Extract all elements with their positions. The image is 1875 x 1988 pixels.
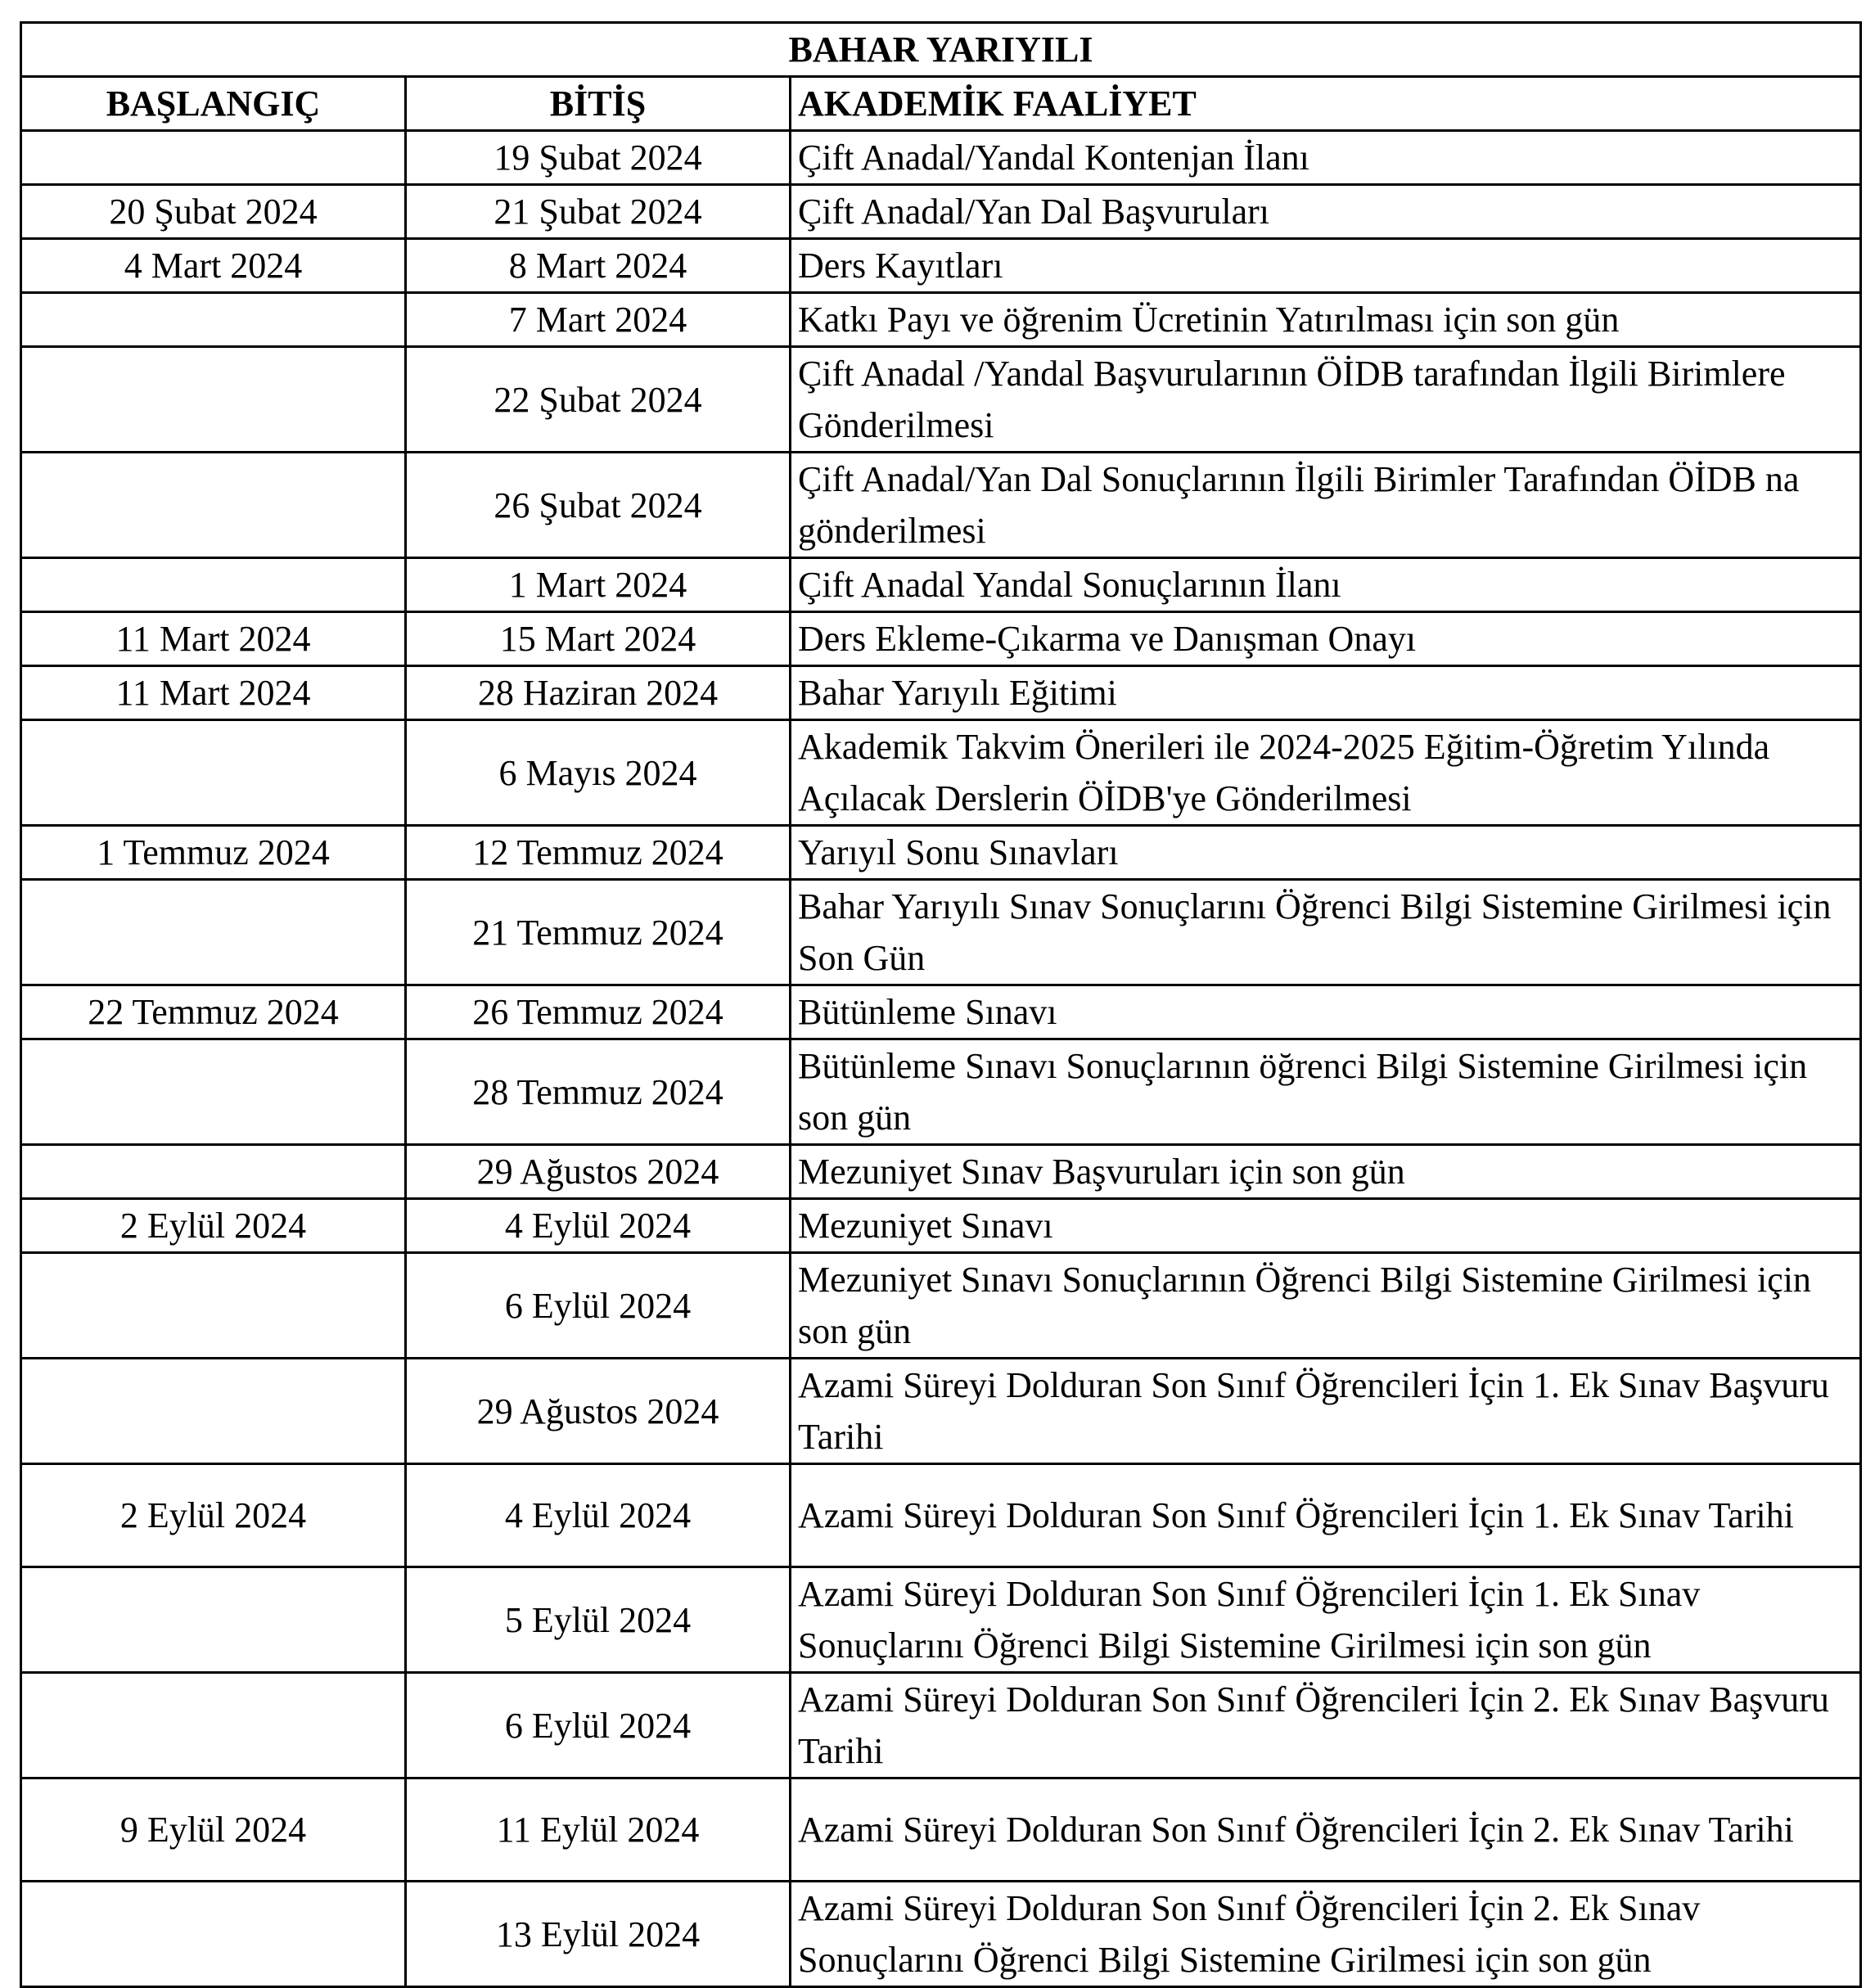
start-date: 2 Eylül 2024 bbox=[21, 1199, 406, 1253]
start-date: 11 Mart 2024 bbox=[21, 666, 406, 720]
table-row bbox=[21, 1567, 1861, 1673]
activity: Azami Süreyi Dolduran Son Sınıf Öğrencileri İçin 2. Ek Sınav Tarihi bbox=[791, 1778, 1861, 1882]
column-header-start: BAŞLANGIÇ bbox=[21, 77, 406, 131]
start-date bbox=[21, 1673, 406, 1778]
start-date bbox=[21, 453, 406, 558]
activity: Ders Kayıtları bbox=[791, 239, 1861, 293]
activity: Katkı Payı ve öğrenim Ücretinin Yatırılması için son gün bbox=[791, 293, 1861, 347]
semester-title-row bbox=[21, 23, 1861, 77]
table-row bbox=[21, 185, 1861, 239]
end-date: 6 Eylül 2024 bbox=[406, 1253, 791, 1359]
end-date: 15 Mart 2024 bbox=[406, 612, 791, 666]
table-row bbox=[21, 293, 1861, 347]
activity: Çift Anadal Yandal Sonuçlarının İlanı bbox=[791, 558, 1861, 612]
start-date: 11 Mart 2024 bbox=[21, 612, 406, 666]
activity: Azami Süreyi Dolduran Son Sınıf Öğrencileri İçin 2. Ek Sınav Başvuru Tarihi bbox=[791, 1673, 1861, 1778]
end-date: 5 Eylül 2024 bbox=[406, 1567, 791, 1673]
table-row bbox=[21, 558, 1861, 612]
table-row bbox=[21, 1778, 1861, 1882]
activity: Azami Süreyi Dolduran Son Sınıf Öğrencileri İçin 1. Ek Sınav Tarihi bbox=[791, 1464, 1861, 1567]
start-date: 2 Eylül 2024 bbox=[21, 1464, 406, 1567]
start-date: 4 Mart 2024 bbox=[21, 239, 406, 293]
table-row bbox=[21, 666, 1861, 720]
table-row bbox=[21, 1882, 1861, 1987]
end-date: 21 Temmuz 2024 bbox=[406, 880, 791, 985]
activity: Ders Ekleme-Çıkarma ve Danışman Onayı bbox=[791, 612, 1861, 666]
table-row bbox=[21, 1464, 1861, 1567]
end-date: 11 Eylül 2024 bbox=[406, 1778, 791, 1882]
start-date bbox=[21, 1882, 406, 1987]
activity: Çift Anadal/Yandal Kontenjan İlanı bbox=[791, 131, 1861, 185]
activity: Azami Süreyi Dolduran Son Sınıf Öğrencileri İçin 1. Ek Sınav Başvuru Tarihi bbox=[791, 1359, 1861, 1464]
activity: Akademik Takvim Önerileri ile 2024-2025 Eğitim-Öğretim Yılında Açılacak Derslerin ÖİDB'ye Gönderilmesi bbox=[791, 720, 1861, 826]
activity: Çift Anadal /Yandal Başvurularının ÖİDB tarafından İlgili Birimlere Gönderilmesi bbox=[791, 347, 1861, 453]
end-date: 26 Şubat 2024 bbox=[406, 453, 791, 558]
start-date bbox=[21, 1359, 406, 1464]
start-date: 20 Şubat 2024 bbox=[21, 185, 406, 239]
end-date: 6 Mayıs 2024 bbox=[406, 720, 791, 826]
table-row bbox=[21, 612, 1861, 666]
table-row bbox=[21, 1673, 1861, 1778]
end-date: 7 Mart 2024 bbox=[406, 293, 791, 347]
end-date: 4 Eylül 2024 bbox=[406, 1464, 791, 1567]
calendar-rows bbox=[21, 131, 1861, 1987]
start-date bbox=[21, 1567, 406, 1673]
semester-title: BAHAR YARIYILI bbox=[21, 23, 1861, 77]
start-date: 22 Temmuz 2024 bbox=[21, 985, 406, 1039]
start-date bbox=[21, 131, 406, 185]
end-date: 29 Ağustos 2024 bbox=[406, 1145, 791, 1199]
end-date: 13 Eylül 2024 bbox=[406, 1882, 791, 1987]
start-date bbox=[21, 1039, 406, 1145]
activity: Çift Anadal/Yan Dal Sonuçlarının İlgili Birimler Tarafından ÖİDB na gönderilmesi bbox=[791, 453, 1861, 558]
column-header-row bbox=[21, 77, 1861, 131]
table-row bbox=[21, 1199, 1861, 1253]
start-date bbox=[21, 880, 406, 985]
end-date: 22 Şubat 2024 bbox=[406, 347, 791, 453]
end-date: 8 Mart 2024 bbox=[406, 239, 791, 293]
table-row bbox=[21, 1253, 1861, 1359]
end-date: 12 Temmuz 2024 bbox=[406, 826, 791, 880]
table-row bbox=[21, 453, 1861, 558]
activity: Mezuniyet Sınavı bbox=[791, 1199, 1861, 1253]
activity: Bahar Yarıyılı Sınav Sonuçlarını Öğrenci Bilgi Sistemine Girilmesi için Son Gün bbox=[791, 880, 1861, 985]
end-date: 6 Eylül 2024 bbox=[406, 1673, 791, 1778]
table-row bbox=[21, 720, 1861, 826]
academic-calendar-page bbox=[20, 21, 1859, 1988]
end-date: 28 Temmuz 2024 bbox=[406, 1039, 791, 1145]
column-header-end: BİTİŞ bbox=[406, 77, 791, 131]
start-date bbox=[21, 720, 406, 826]
activity: Bahar Yarıyılı Eğitimi bbox=[791, 666, 1861, 720]
start-date bbox=[21, 347, 406, 453]
start-date bbox=[21, 558, 406, 612]
end-date: 28 Haziran 2024 bbox=[406, 666, 791, 720]
table-row bbox=[21, 985, 1861, 1039]
start-date: 9 Eylül 2024 bbox=[21, 1778, 406, 1882]
activity: Çift Anadal/Yan Dal Başvuruları bbox=[791, 185, 1861, 239]
academic-calendar-table bbox=[20, 21, 1862, 1988]
start-date bbox=[21, 1253, 406, 1359]
end-date: 21 Şubat 2024 bbox=[406, 185, 791, 239]
end-date: 29 Ağustos 2024 bbox=[406, 1359, 791, 1464]
activity: Yarıyıl Sonu Sınavları bbox=[791, 826, 1861, 880]
table-row bbox=[21, 1039, 1861, 1145]
column-header-activity: AKADEMİK FAALİYET bbox=[791, 77, 1861, 131]
end-date: 19 Şubat 2024 bbox=[406, 131, 791, 185]
end-date: 26 Temmuz 2024 bbox=[406, 985, 791, 1039]
activity: Mezuniyet Sınav Başvuruları için son gün bbox=[791, 1145, 1861, 1199]
table-row bbox=[21, 131, 1861, 185]
activity: Azami Süreyi Dolduran Son Sınıf Öğrencileri İçin 1. Ek Sınav Sonuçlarını Öğrenci Bilgi Sistemine Girilmesi için son gün bbox=[791, 1567, 1861, 1673]
table-row bbox=[21, 347, 1861, 453]
table-row bbox=[21, 1145, 1861, 1199]
start-date bbox=[21, 293, 406, 347]
start-date bbox=[21, 1145, 406, 1199]
end-date: 4 Eylül 2024 bbox=[406, 1199, 791, 1253]
activity: Mezuniyet Sınavı Sonuçlarının Öğrenci Bilgi Sistemine Girilmesi için son gün bbox=[791, 1253, 1861, 1359]
activity: Azami Süreyi Dolduran Son Sınıf Öğrencileri İçin 2. Ek Sınav Sonuçlarını Öğrenci Bilgi Sistemine Girilmesi için son gün bbox=[791, 1882, 1861, 1987]
table-row bbox=[21, 880, 1861, 985]
activity: Bütünleme Sınavı bbox=[791, 985, 1861, 1039]
end-date: 1 Mart 2024 bbox=[406, 558, 791, 612]
activity: Bütünleme Sınavı Sonuçlarının öğrenci Bilgi Sistemine Girilmesi için son gün bbox=[791, 1039, 1861, 1145]
table-row bbox=[21, 239, 1861, 293]
start-date: 1 Temmuz 2024 bbox=[21, 826, 406, 880]
table-row bbox=[21, 826, 1861, 880]
table-row bbox=[21, 1359, 1861, 1464]
